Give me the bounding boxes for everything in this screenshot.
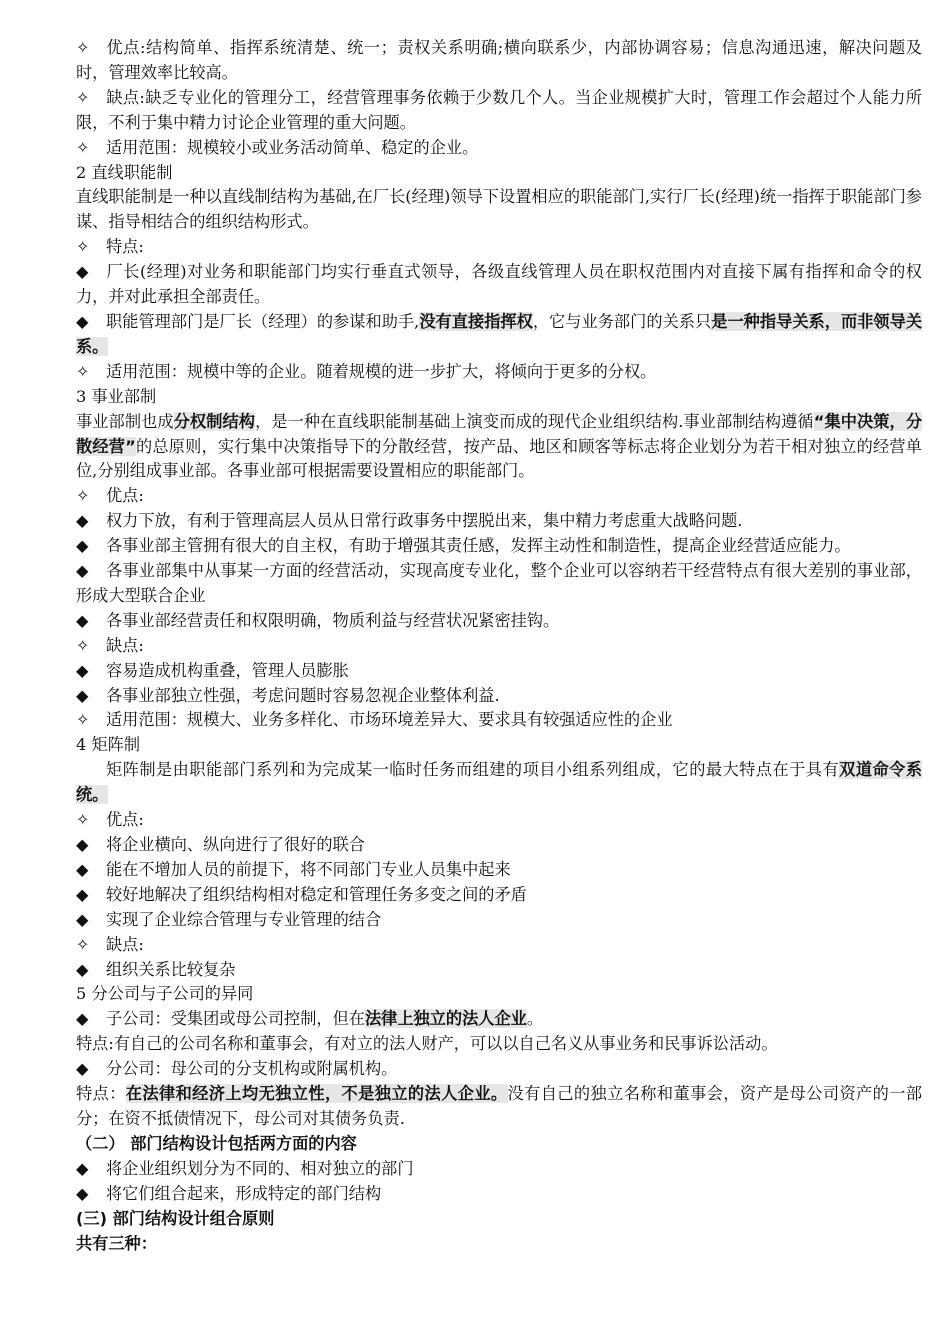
outline-diamond-icon: ✧ (76, 710, 90, 730)
highlight-text: 双道命令系统。 (76, 760, 923, 805)
highlight-text: 分权制结构 (173, 411, 256, 431)
solid-diamond-icon: ◆ (76, 262, 89, 282)
outline-diamond-icon: ✧ (76, 635, 90, 655)
bullet-item: ◆ 将企业组织划分为不同的、相对独立的部门 (76, 1157, 922, 1182)
solid-diamond-icon: ◆ (76, 610, 89, 630)
highlight-text: 是一种指导关系，而非领导关系。 (76, 311, 923, 356)
solid-diamond-icon: ◆ (76, 884, 89, 904)
scope-paragraph: ✧ 适用范围：规模大、业务多样化、市场环境差异大、要求具有较强适应性的企业 (76, 708, 922, 733)
bullet-item: ◆ 各事业部经营责任和权限明确，物质利益与经营状况紧密挂钩。 (76, 609, 922, 634)
solid-diamond-icon: ◆ (76, 859, 89, 879)
solid-diamond-icon: ◆ (76, 311, 89, 331)
highlight-text: 没有直接指挥权 (419, 311, 533, 331)
solid-diamond-icon: ◆ (76, 909, 89, 929)
advantages-label: ✧ 优点: (76, 808, 922, 833)
bullet-item: ◆ 将它们组合起来，形成特定的部门结构 (76, 1182, 922, 1207)
advantages-paragraph: ✧ 优点:结构简单、指挥系统清楚、统一；责权关系明确;横向联系少，内部协调容易；信息沟通迅速，解决问题及时，管理效率比较高。 (76, 38, 922, 82)
section-heading: 5 分公司与子公司的异同 (76, 984, 254, 1004)
document-page (76, 36, 922, 1256)
disadvantages-paragraph: ✧ 缺点:缺乏专业化的管理分工，经营管理事务依赖于少数几个人。当企业规模扩大时，管理工作会超过个人能力所限，不利于集中精力讨论企业管理的重大问题。 (76, 87, 922, 132)
features-label: ✧ 特点: (76, 235, 922, 260)
solid-diamond-icon: ◆ (76, 536, 89, 556)
section-heading: 共有三种： (76, 1233, 157, 1253)
highlight-text: 在法律和经济上均无独立性，不是独立的法人企业。 (125, 1084, 508, 1104)
outline-diamond-icon: ✧ (76, 934, 90, 954)
solid-diamond-icon: ◆ (76, 1183, 89, 1203)
section-heading: 4 矩阵制 (76, 735, 141, 755)
section-heading: （二） 部门结构设计包括两方面的内容 (76, 1133, 357, 1153)
solid-diamond-icon: ◆ (76, 835, 89, 854)
solid-diamond-icon: ◆ (76, 511, 89, 531)
disadvantages-label: ✧ 缺点: (76, 634, 922, 659)
body-paragraph: 特点:有自己的公司名称和董事会，有对立的法人财产，可以以自己名义从事业务和民事诉讼活动。 (76, 1034, 778, 1054)
outline-diamond-icon: ✧ (76, 810, 90, 830)
bullet-item: ◆ 分公司：母公司的分支机构或附属机构。 (76, 1057, 922, 1082)
section-heading: 3 事业部制 (76, 386, 157, 406)
highlight-text: 法律上独立的法人企业 (365, 1009, 527, 1029)
highlight-text: “集中决策，分散经营” (76, 411, 923, 456)
bullet-item: ◆ 将企业横向、纵向进行了很好的联合 (76, 833, 922, 858)
solid-diamond-icon: ◆ (76, 660, 89, 680)
outline-diamond-icon: ✧ (76, 486, 90, 506)
solid-diamond-icon: ◆ (76, 1009, 89, 1029)
disadvantages-label: ✧ 缺点: (76, 933, 922, 958)
outline-diamond-icon: ✧ (76, 87, 90, 107)
bullet-item: ◆ 组织关系比较复杂 (76, 958, 922, 983)
bullet-item: ◆ 容易造成机构重叠，管理人员膨胀 (76, 659, 922, 684)
solid-diamond-icon: ◆ (76, 1158, 89, 1178)
bullet-item: ◆ 实现了企业综合管理与专业管理的结合 (76, 908, 922, 933)
scope-paragraph: ✧ 适用范围：规模较小或业务活动简单、稳定的企业。 (76, 136, 922, 161)
body-paragraph: 事业部制也成分权制结构，是一种在直线职能制基础上演变而成的现代企业组织结构.事业部制结构遵循“集中决策，分散经营”的总原则，实行集中决策指导下的分散经营，按产品、地区和顾客等标志将企业划分为若干相对独立的经营单位,分别组成事业部。各事业部可根据需要设置相应的职能部门。 (76, 411, 923, 481)
bullet-item: ◆ 职能管理部门是厂长（经理）的参谋和助手,没有直接指挥权，它与业务部门的关系只是一种指导关系，而非领导关系。 (76, 311, 923, 356)
bullet-item: ◆ 权力下放，有利于管理高层人员从日常行政事务中摆脱出来，集中精力考虑重大战略问题. (76, 509, 922, 534)
bullet-item: ◆ 子公司：受集团或母公司控制，但在法律上独立的法人企业。 (76, 1007, 922, 1032)
solid-diamond-icon: ◆ (76, 1059, 89, 1079)
body-paragraph: 直线职能制是一种以直线制结构为基础,在厂长(经理)领导下设置相应的职能部门,实行厂长(经理)统一指挥于职能部门参谋、指导相结合的组织结构形式。 (76, 187, 922, 232)
body-paragraph: 特点：在法律和经济上均无独立性，不是独立的法人企业。没有自己的独立名称和董事会，资产是母公司资产的一部分；在资不抵债情况下，母公司对其债务负责. (76, 1084, 923, 1128)
outline-diamond-icon: ✧ (76, 237, 90, 257)
outline-diamond-icon: ✧ (76, 137, 90, 157)
outline-diamond-icon: ✧ (76, 38, 90, 57)
solid-diamond-icon: ◆ (76, 959, 89, 979)
advantages-label: ✧ 优点: (76, 484, 922, 509)
solid-diamond-icon: ◆ (76, 685, 89, 705)
bullet-item: ◆ 各事业部独立性强，考虑问题时容易忽视企业整体利益. (76, 684, 922, 709)
bullet-item: ◆ 较好地解决了组织结构相对稳定和管理任务多变之间的矛盾 (76, 883, 922, 908)
body-paragraph: 矩阵制是由职能部门系列和为完成某一临时任务而组建的项目小组系列组成，它的最大特点在于具有双道命令系统。 (76, 760, 923, 805)
bullet-item: ◆ 厂长(经理)对业务和职能部门均实行垂直式领导，各级直线管理人员在职权范围内对直接下属有指挥和命令的权力，并对此承担全部责任。 (76, 262, 922, 307)
bullet-item: ◆ 各事业部集中从事某一方面的经营活动，实现高度专业化，整个企业可以容纳若干经营特点有很大差别的事业部，形成大型联合企业 (76, 561, 922, 605)
section-heading: (三) 部门结构设计组合原则 (76, 1208, 275, 1228)
outline-diamond-icon: ✧ (76, 361, 90, 381)
bullet-item: ◆ 各事业部主管拥有很大的自主权，有助于增强其责任感，发挥主动性和制造性，提高企业经营适应能力。 (76, 534, 922, 559)
bullet-item: ◆ 能在不增加人员的前提下，将不同部门专业人员集中起来 (76, 858, 922, 883)
solid-diamond-icon: ◆ (76, 561, 89, 581)
scope-paragraph: ✧ 适用范围：规模中等的企业。随着规模的进一步扩大，将倾向于更多的分权。 (76, 360, 922, 385)
section-heading: 2 直线职能制 (76, 162, 173, 182)
